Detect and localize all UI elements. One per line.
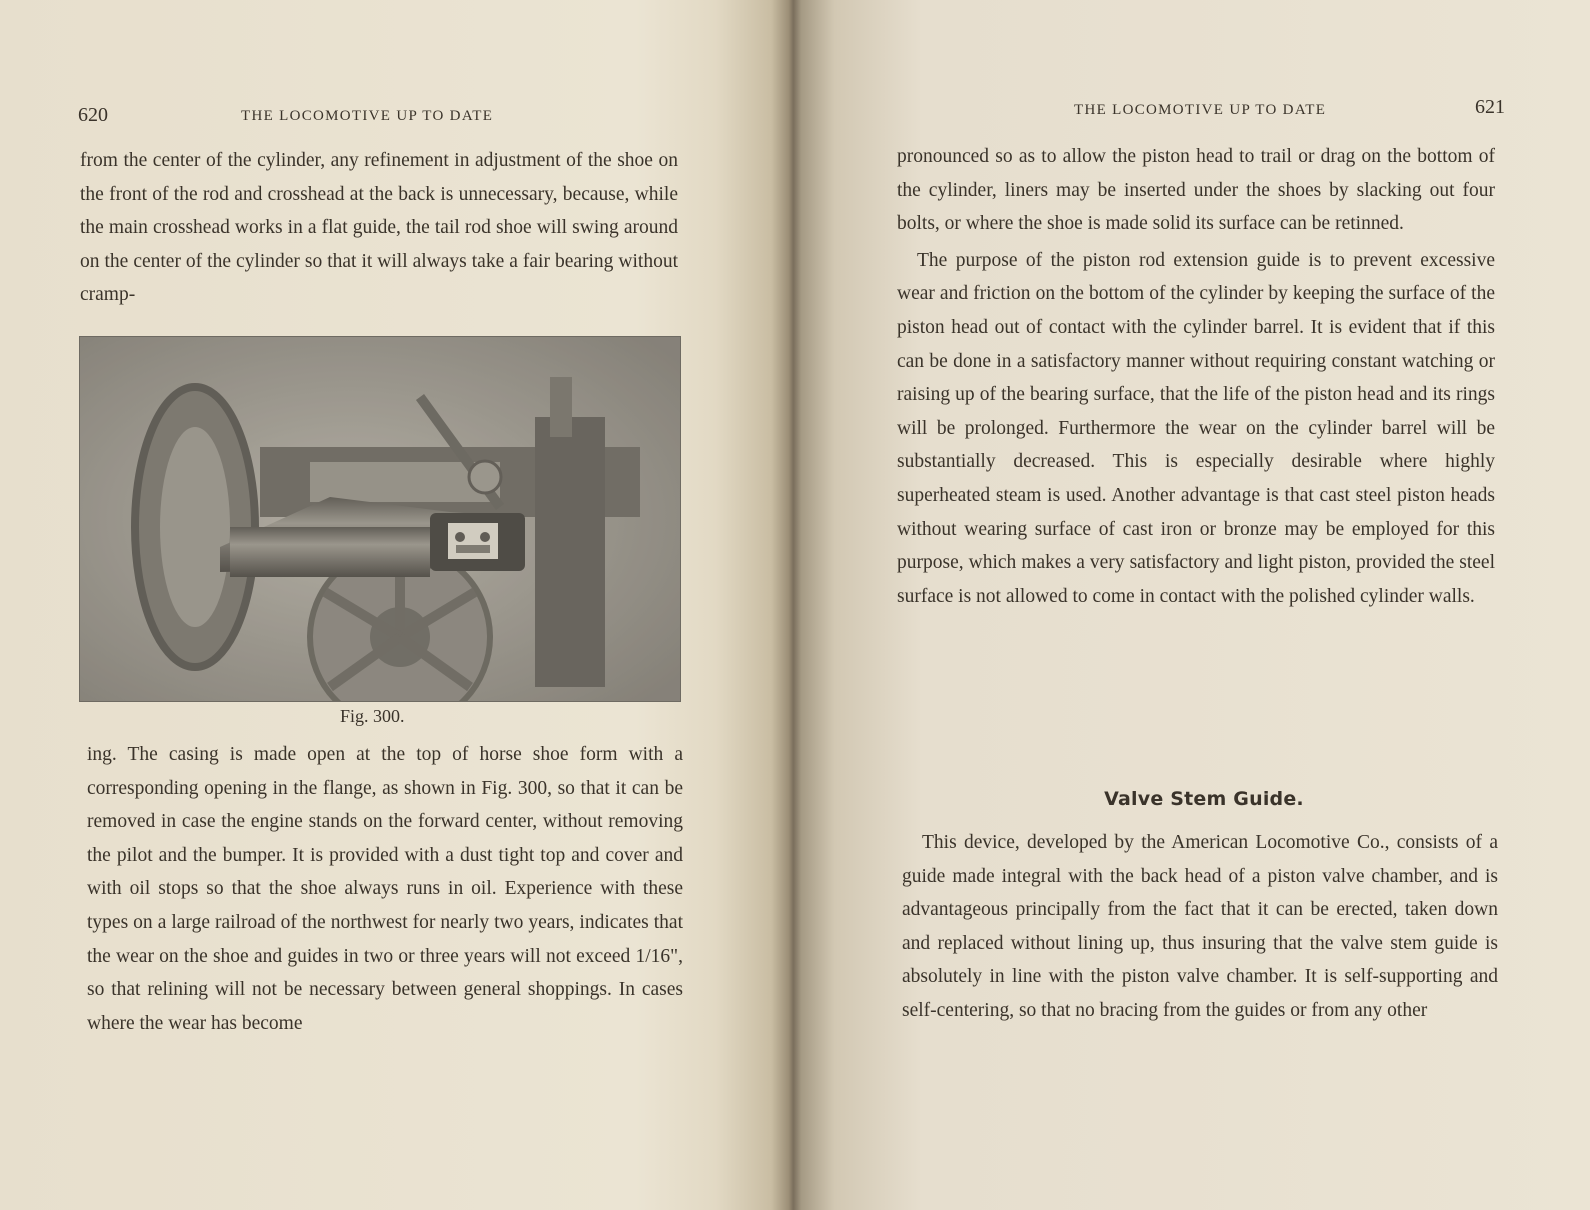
paragraph: from the center of the cylinder, any refinement in adjustment of the shoe on the front of the rod and crosshead at the back is unnecessary, because, while the main crosshead works in a flat guide, the tail rod shoe will swing around on the center of the cylinder so that it will always take a fair bearing without cramp- (80, 150, 678, 306)
page-number: 621 (1475, 96, 1505, 118)
right-page (800, 0, 1590, 1210)
section-heading: Valve Stem Guide. (1104, 788, 1304, 810)
paragraph-1: pronounced so as to allow the piston head to trail or drag on the bottom of the cylinder, liners may be inserted under the shoes by slacking out four bolts, or where the shoe is made solid its surface can be retinned. (897, 146, 1495, 235)
page-number: 620 (78, 104, 108, 126)
paragraph-2: The purpose of the piston rod extension guide is to prevent excessive wear and friction on the bottom of the cylinder by keeping the surface of the piston head out of contact with the cylinder barrel. It is evident that if this can be done in a satisfactory manner without requiring constant watching or raising up of the bearing surface, that the life of the piston head and its rings will be prolonged. Furthermore the wear on the cylinder barrel will be substantially decreased. This is especially desirable where highly superheated steam is used. Another advantage is that cast steel piston heads without wearing surface of cast iron or bronze may be employed for this purpose, which makes a very satisfactory and light piston, provided the steel surface is not allowed to come in contact with the polished cylinder walls. (897, 249, 1495, 607)
body-text-bottom (87, 738, 683, 1040)
body-text-top (80, 144, 678, 312)
body-text (897, 140, 1495, 613)
body-text-section (902, 826, 1498, 1028)
paragraph-3: This device, developed by the American Locomotive Co., consists of a guide made integral with the back head of a piston valve chamber, and is advantageous principally from the fact that it can be erected, taken down and replaced without lining up, thus insuring that the valve stem guide is absolutely in line with the piston valve chamber. It is self-supporting and self-centering, so that no bracing from the guides or from any other (902, 832, 1498, 1021)
running-head: THE LOCOMOTIVE UP TO DATE (1074, 102, 1327, 118)
locomotive-cylinder-illustration (80, 337, 680, 701)
figure-caption: Fig. 300. (340, 706, 405, 726)
running-head: THE LOCOMOTIVE UP TO DATE (241, 108, 494, 124)
paragraph: ing. The casing is made open at the top of horse shoe form with a corresponding opening in the flange, as shown in Fig. 300, so that it can be removed in case the engine stands on the forward center, without removing the pilot and the bumper. It is provided with a dust tight top and cover and with oil stops so that the shoe always runs in oil. Experience with these types on a large railroad of the northwest for nearly two years, indicates that the wear on the shoe and guides in two or three years will not exceed 1/16", so that relining will not be necessary between general shoppings. In cases where the wear has become (87, 744, 683, 1034)
left-page (0, 0, 790, 1210)
figure-300-photo (79, 336, 681, 702)
